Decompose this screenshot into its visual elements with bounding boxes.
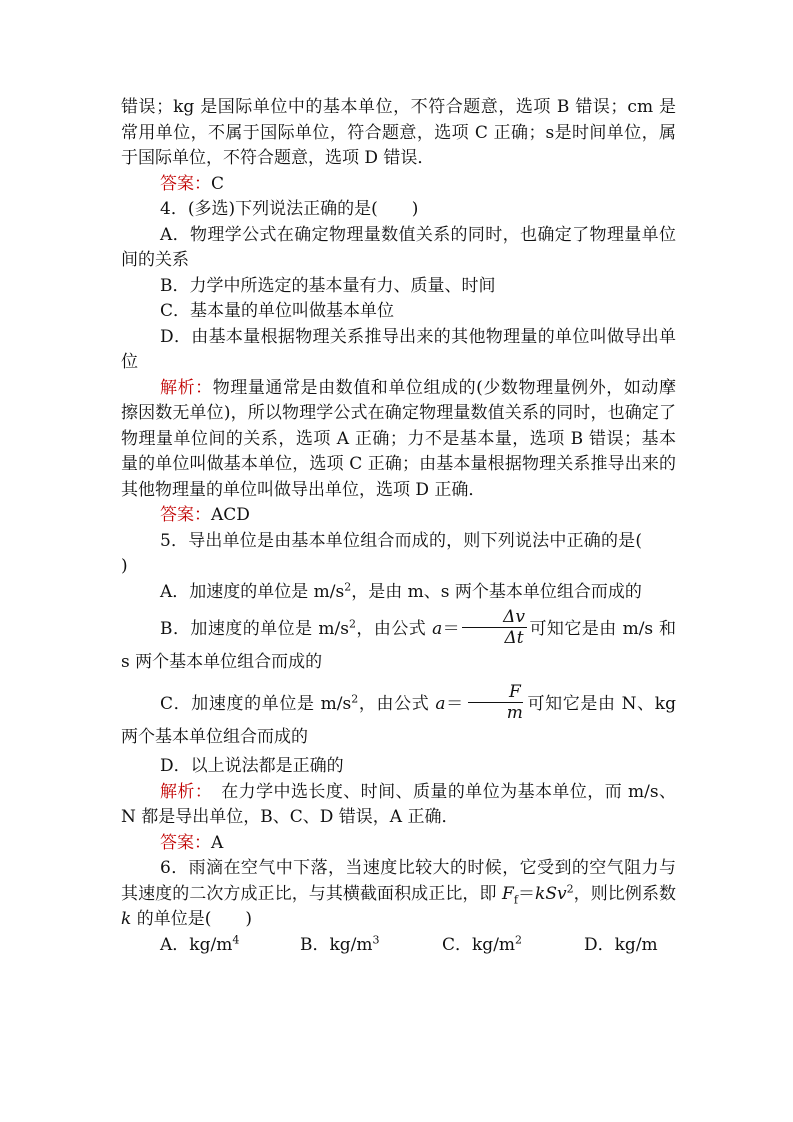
q6-option-a xyxy=(160,933,300,959)
subscript: f xyxy=(513,892,518,906)
q5-c-text-end: 可知它是由 N、kg 两个基本单位组合而成的 xyxy=(121,693,676,747)
q4-stem xyxy=(121,197,676,223)
q4-stem-end: ) xyxy=(411,199,419,219)
q5-analysis xyxy=(121,780,676,831)
q5-c-formula-intro: ，由公式 xyxy=(358,693,436,714)
q4-analysis xyxy=(121,376,676,504)
q5-option-a xyxy=(121,580,676,606)
q5-answer xyxy=(121,831,676,857)
fraction-dv-dt xyxy=(462,607,527,648)
prev-line-1: 错误；kg 是国际单位中的基本单位，不符合题意，选项 B 错误； xyxy=(121,97,628,117)
fraction-denominator: m xyxy=(506,702,523,723)
prev-analysis xyxy=(121,95,676,172)
option-text: B．kg/m xyxy=(300,934,373,955)
q6-stem-mid: ，则比例系数 xyxy=(573,883,677,904)
fraction-denominator: Δt xyxy=(504,628,524,648)
analysis-label: 解析： xyxy=(160,781,204,802)
q5-option-d: D．以上说法都是正确的 xyxy=(160,756,344,776)
q5-b-formula-intro: ，由公式 xyxy=(355,619,433,639)
fraction-numerator: F xyxy=(468,682,523,703)
q6-stem-text: 6．雨滴在空气中下落，当速度比较大的时候，它受到的空气阻力与其速度的二次方成正比，与其横截面积成正比，即 xyxy=(121,858,676,904)
variable-k: k xyxy=(121,909,132,929)
answer-value: C xyxy=(211,173,225,194)
variable-a: a xyxy=(432,619,443,639)
prev-line-3: 是时间单位，属于国际单位，不符合题意，选项 D 错误． xyxy=(121,122,676,168)
fraction-f-m xyxy=(466,682,525,723)
q4-option-c: C．基本量的单位叫做基本单位 xyxy=(160,301,395,321)
answer-label: 答案： xyxy=(160,173,211,194)
q6-stem-post: 的单位是( xyxy=(131,909,212,929)
superscript: 4 xyxy=(232,932,240,946)
q4-option-b: B．力学中所选定的基本量有力、质量、时间 xyxy=(160,275,496,296)
equals-sign: ＝ xyxy=(517,883,536,904)
q4-option-a: A．物理学公式在确定物理量数值关系的同时，也确定了物理量单位间的关系 xyxy=(121,224,676,270)
prev-answer xyxy=(121,172,676,198)
analysis-text: 物理量通常是由数值和单位组成的(少数物理量例外，如动摩擦因数无单位)，所以物理学公式在确定物理量数值关系的同时，也确定了物理量单位间的关系，选项 A 正确；力不是基本量，选项 B 错误；基本量的单位叫做基本单位，选项 C 正确；由基本量根据物理关系推导出来的其他物理量的单位叫做导出单位，选项 D 正确． xyxy=(121,377,677,500)
equals-sign: ＝ xyxy=(445,693,464,714)
q6-option-d xyxy=(584,933,658,959)
variable-ksv: kSv xyxy=(535,883,567,904)
variable-f: F xyxy=(502,883,514,904)
superscript: 2 xyxy=(348,617,356,631)
superscript: 2 xyxy=(515,932,523,946)
answer-value: A xyxy=(211,832,224,853)
answer-label: 答案： xyxy=(160,505,211,525)
q5-option-c xyxy=(121,680,676,755)
q6-stem xyxy=(121,856,676,933)
q5-stem-text: 5．导出单位是由基本单位组合而成的，则下列说法中正确的是( xyxy=(160,530,642,551)
q6-option-b xyxy=(300,933,442,959)
q4-answer xyxy=(121,503,676,529)
option-text: A．kg/m xyxy=(160,934,233,955)
q5-stem xyxy=(121,529,676,580)
analysis-label: 解析： xyxy=(160,377,213,398)
superscript: 3 xyxy=(372,932,380,946)
q5-b-text-end: 可知它是由 m/s 和 s 两个基本单位组合而成的 xyxy=(121,619,677,672)
superscript: 2 xyxy=(566,881,574,895)
q4-option-d: D．由基本量根据物理关系推导出来的其他物理量的单位叫做导出单位 xyxy=(121,326,676,372)
q5-stem-end: ) xyxy=(121,556,128,576)
superscript: 2 xyxy=(344,579,352,593)
q4-stem-text: 4．(多选)下列说法正确的是( xyxy=(160,199,378,219)
fraction-numerator: Δv xyxy=(462,607,527,628)
prev-line-2: cm 是常用单位，不属于国际单位，符合题意，选项 C 正确；s xyxy=(121,97,677,143)
q6-stem-end: ) xyxy=(245,909,252,929)
analysis-text: 在力学中选长度、时间、质量的单位为基本单位，而 m/s、N 都是导出单位，B、C、D 错误，A 正确． xyxy=(121,781,676,827)
option-text: D．kg/m xyxy=(584,934,658,955)
q5-b-text: B．加速度的单位是 m/s xyxy=(160,619,349,639)
variable-a: a xyxy=(435,693,446,714)
q5-option-b xyxy=(121,605,676,680)
q5-a-text-end: ，是由 m、s 两个基本单位组合而成的 xyxy=(351,581,642,602)
answer-label: 答案： xyxy=(160,832,211,853)
q5-c-text: C．加速度的单位是 m/s xyxy=(160,693,352,714)
superscript: 2 xyxy=(351,691,359,705)
q6-options xyxy=(121,933,676,959)
equals-sign: ＝ xyxy=(442,619,461,639)
q6-option-c xyxy=(442,933,584,959)
option-text: C．kg/m xyxy=(442,934,516,955)
content xyxy=(121,95,676,958)
q5-a-text: A．加速度的单位是 m/s xyxy=(160,581,345,602)
answer-value: ACD xyxy=(211,505,250,525)
